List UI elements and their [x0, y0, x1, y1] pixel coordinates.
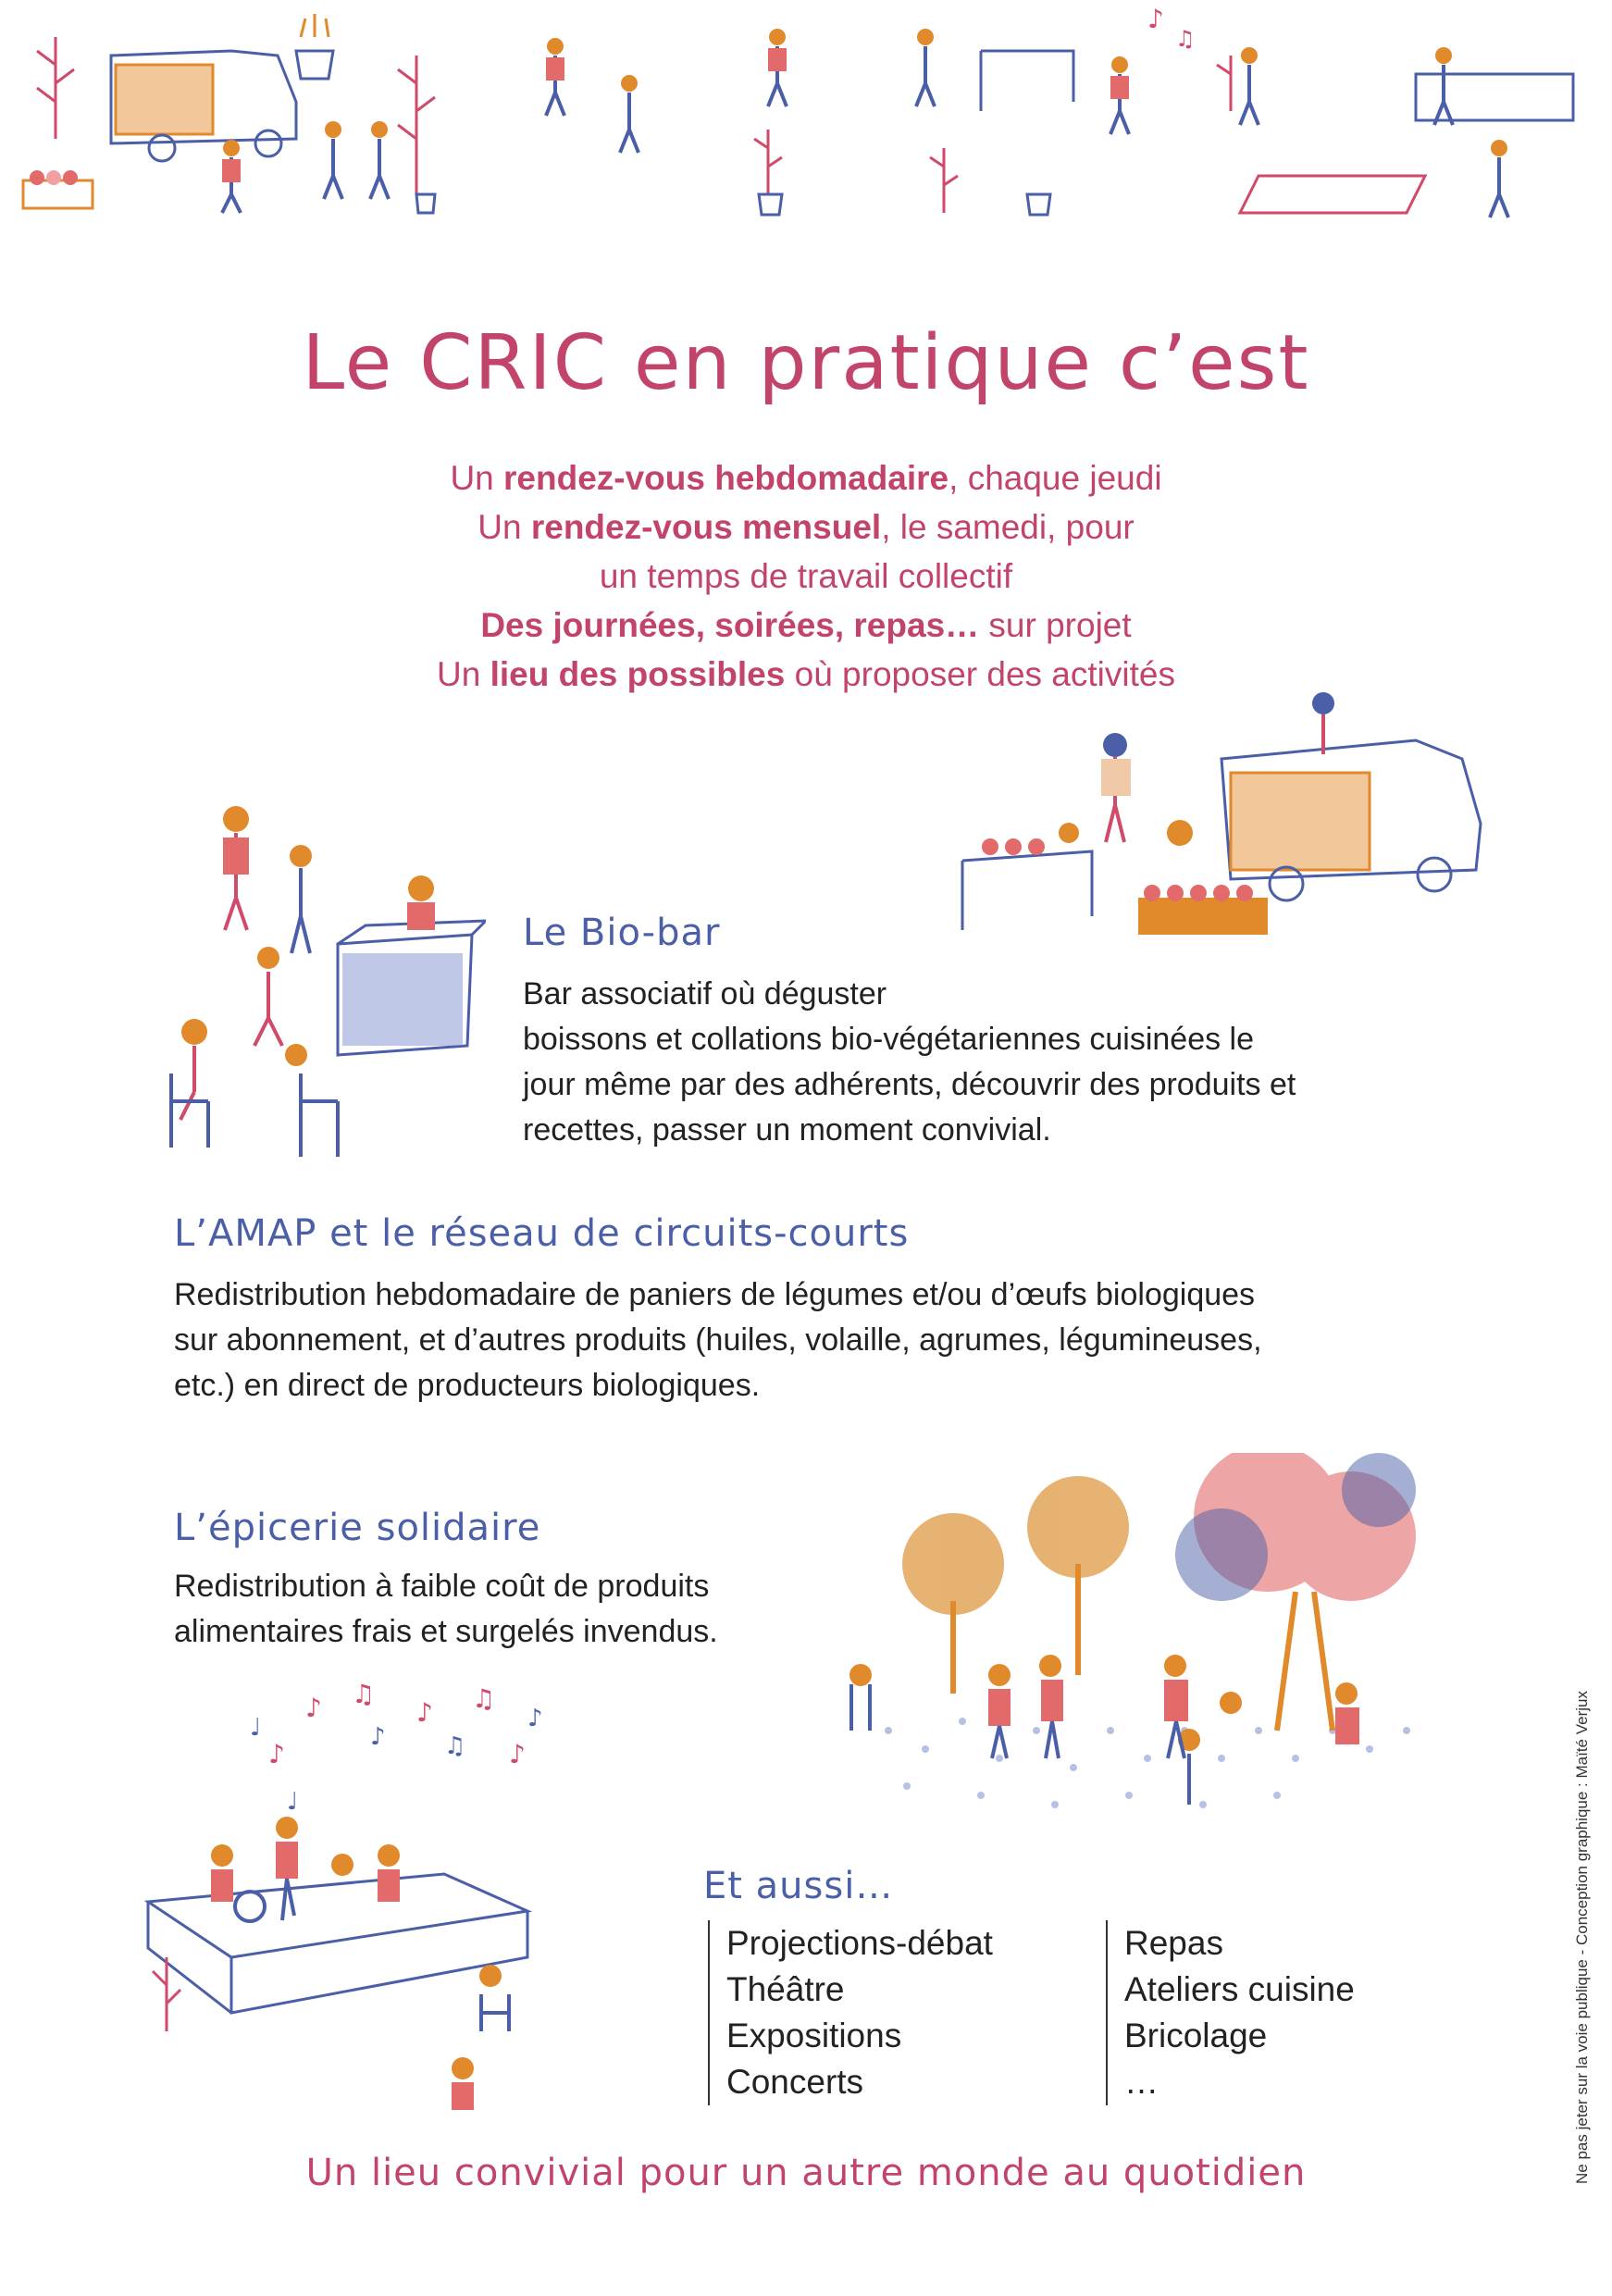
- garden-illustration: [833, 1453, 1481, 1842]
- pot-illustration: [296, 14, 1050, 215]
- svg-text:♩: ♩: [250, 1714, 262, 1742]
- text-line: alimentaires frais et surgelés invendus.: [174, 1614, 718, 1649]
- list-item: Concerts: [726, 2063, 864, 2101]
- svg-text:♪: ♪: [268, 1739, 285, 1769]
- credit-text: Ne pas jeter sur la voie publique - Conception graphique : Maïté Verjux: [1573, 1691, 1591, 2184]
- list-item: Ateliers cuisine: [1124, 1970, 1355, 2008]
- svg-text:♫: ♫: [352, 1680, 376, 1709]
- svg-text:♫: ♫: [444, 1732, 466, 1760]
- svg-text:♩: ♩: [287, 1788, 299, 1816]
- svg-text:♪: ♪: [305, 1693, 322, 1723]
- table-illustration: [981, 51, 1573, 213]
- intro-line: Un rendez-vous hebdomadaire, chaque jeudi: [450, 459, 1162, 497]
- biobar-illustration: [153, 796, 486, 1175]
- intro-block: [251, 453, 1361, 699]
- svg-text:♪: ♪: [1147, 4, 1164, 34]
- truck-illustration: [111, 51, 296, 161]
- list-item: …: [1124, 2063, 1159, 2101]
- aussi-heading: Et aussi…: [703, 1865, 894, 1907]
- crate-illustration: [23, 170, 93, 208]
- text-line: Redistribution hebdomadaire de paniers de légumes et/ou d’œufs biologiques: [174, 1277, 1256, 1312]
- epicerie-text: [174, 1564, 896, 1655]
- list-item: Projections-débat: [726, 1924, 993, 1962]
- intro-line: Un rendez-vous mensuel, le samedi, pour: [477, 508, 1135, 546]
- text-line: boissons et collations bio-végétariennes cuisinées le: [523, 1022, 1255, 1057]
- amap-text: [174, 1272, 1488, 1409]
- intro-line: Des journées, soirées, repas… sur projet: [480, 606, 1132, 644]
- list-item: Repas: [1124, 1924, 1223, 1962]
- biobar-heading: Le Bio-bar: [523, 912, 721, 954]
- text-line: Redistribution à faible coût de produits: [174, 1569, 710, 1604]
- svg-text:♪: ♪: [527, 1705, 543, 1732]
- svg-text:♫: ♫: [1175, 26, 1196, 52]
- list-item: Théâtre: [726, 1970, 845, 2008]
- amap-heading: L’AMAP et le réseau de circuits-courts: [174, 1212, 910, 1255]
- notes-illustration: [1147, 4, 1196, 52]
- biobar-text: [523, 972, 1457, 1153]
- text-line: Bar associatif où déguster: [523, 976, 887, 1011]
- intro-line: Un lieu des possibles où proposer des activités: [437, 655, 1175, 693]
- concert-illustration: [139, 1680, 657, 2124]
- text-line: etc.) en direct de producteurs biologiques.: [174, 1368, 761, 1403]
- svg-text:♫: ♫: [472, 1683, 496, 1714]
- page-title: Le CRIC en pratique c’est: [302, 319, 1310, 407]
- market-illustration: [953, 685, 1490, 962]
- list-item: Expositions: [726, 2017, 902, 2054]
- svg-text:♪: ♪: [416, 1697, 433, 1728]
- tagline: Un lieu convivial pour un autre monde au quotidien: [305, 2152, 1307, 2194]
- text-line: jour même par des adhérents, découvrir des produits et: [523, 1067, 1296, 1102]
- epicerie-heading: L’épicerie solidaire: [174, 1507, 541, 1549]
- svg-text:♪: ♪: [509, 1739, 526, 1769]
- activities-list-right: [1106, 1920, 1439, 2105]
- svg-text:♪: ♪: [370, 1723, 386, 1751]
- list-item: Bricolage: [1124, 2017, 1268, 2054]
- intro-line: un temps de travail collectif: [599, 557, 1013, 595]
- activities-list-left: [708, 1920, 1078, 2105]
- header-illustration: [0, 0, 1612, 268]
- text-line: recettes, passer un moment convivial.: [523, 1112, 1051, 1148]
- plant-illustration: [37, 37, 1231, 213]
- text-line: sur abonnement, et d’autres produits (huiles, volaille, agrumes, légumineuses,: [174, 1322, 1262, 1358]
